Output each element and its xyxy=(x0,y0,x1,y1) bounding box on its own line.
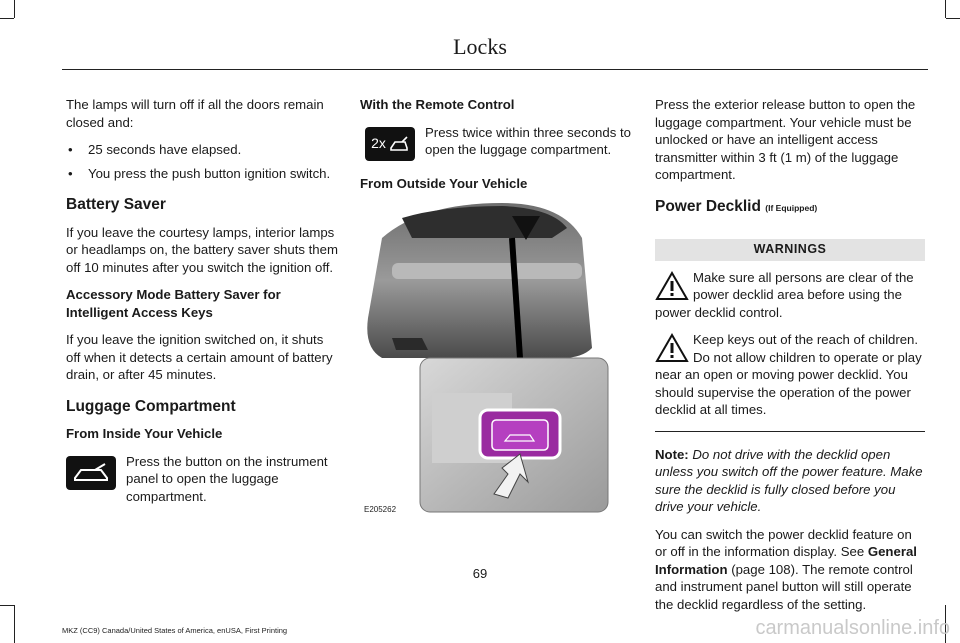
warning-text: Keep keys out of the reach of children. Do not allow children to operate or play near an open or moving power decklid. You should supervise the operation of the power decklid at all times. xyxy=(655,332,922,417)
vehicle-rear-illustration xyxy=(362,198,622,518)
remote-trunk-icon xyxy=(365,127,415,161)
warning-text: Make sure all persons are clear of the power decklid area before using the power decklid control. xyxy=(655,269,914,320)
warning-triangle-icon xyxy=(655,333,689,363)
heading-from-outside: From Outside Your Vehicle xyxy=(360,175,528,191)
crop-mark xyxy=(0,605,14,606)
instruction-text: Press twice within three seconds to open the luggage compartment. xyxy=(425,124,631,157)
header-rule xyxy=(62,69,928,70)
heading-from-inside: From Inside Your Vehicle xyxy=(66,426,223,441)
note-text: Do not drive with the decklid open unless you switch off the power feature. Make sure the decklid is fully closed before you drive your vehicle. xyxy=(655,446,923,514)
page-title: Locks xyxy=(453,34,507,59)
warnings-banner: WARNINGS xyxy=(655,239,925,261)
middle-column xyxy=(360,96,634,202)
power-decklid-label: Power Decklid xyxy=(655,197,761,215)
watermark: carmanualsonline.info xyxy=(755,617,950,639)
heading-luggage-compartment: Luggage Compartment xyxy=(66,397,236,415)
heading-remote-control: With the Remote Control xyxy=(360,97,515,112)
crop-mark xyxy=(0,18,14,19)
right-column xyxy=(655,96,925,623)
crop-mark xyxy=(14,0,15,18)
paragraph-text: (page 108). The remote control and instrument panel button will still operate the decklid regardless of the setting. xyxy=(655,561,913,612)
note-paragraph xyxy=(655,446,925,516)
list-item: • You press the push button ignition switch. xyxy=(66,165,338,183)
instruction-text: Press the button on the instrument panel to open the luggage compartment. xyxy=(126,453,328,504)
crop-mark xyxy=(14,605,15,643)
paragraph: Press the exterior release button to open the luggage compartment. Your vehicle must be unlocked or have an intelligent access transmitter within 3 ft (1 m) of the luggage compartment. xyxy=(655,97,916,182)
section-divider xyxy=(655,431,925,432)
paragraph-text: You can switch the power decklid feature on or off in the information display. See xyxy=(655,526,912,559)
warning-item xyxy=(655,331,925,419)
bullet-list xyxy=(66,141,338,182)
paragraph: The lamps will turn off if all the doors remain closed and: xyxy=(66,97,324,130)
footer-text: MKZ (CC9) Canada/United States of America, enUSA, First Printing xyxy=(62,626,288,635)
left-column xyxy=(66,96,338,505)
note-label: Note: xyxy=(655,446,689,462)
paragraph: If you leave the courtesy lamps, interior lamps or headlamps on, the battery saver shuts them off 10 minutes after you switch the ignition off. xyxy=(66,224,338,275)
general-information-link[interactable]: General Information xyxy=(655,544,917,577)
heading-accessory-mode: Accessory Mode Battery Saver for Intelligent Access Keys xyxy=(66,287,281,320)
warning-item xyxy=(655,269,925,322)
paragraph: If you leave the ignition switched on, it shuts off when it detects a certain amount of battery drain, or after 45 minutes. xyxy=(66,332,333,382)
page-number: 69 xyxy=(472,566,488,581)
image-code: E205262 xyxy=(364,505,397,514)
inside-instruction xyxy=(66,453,338,506)
heading-battery-saver: Battery Saver xyxy=(66,196,166,213)
list-item: • 25 seconds have elapsed. xyxy=(66,141,338,159)
heading-power-decklid xyxy=(655,198,925,218)
press-count-badge: 2x xyxy=(371,134,386,151)
remote-instruction xyxy=(360,124,634,161)
trunk-open-icon xyxy=(66,456,116,490)
if-equipped-label: (If Equipped) xyxy=(765,202,818,213)
warning-triangle-icon xyxy=(655,271,689,301)
crop-mark xyxy=(945,0,946,18)
crop-mark xyxy=(946,18,960,19)
